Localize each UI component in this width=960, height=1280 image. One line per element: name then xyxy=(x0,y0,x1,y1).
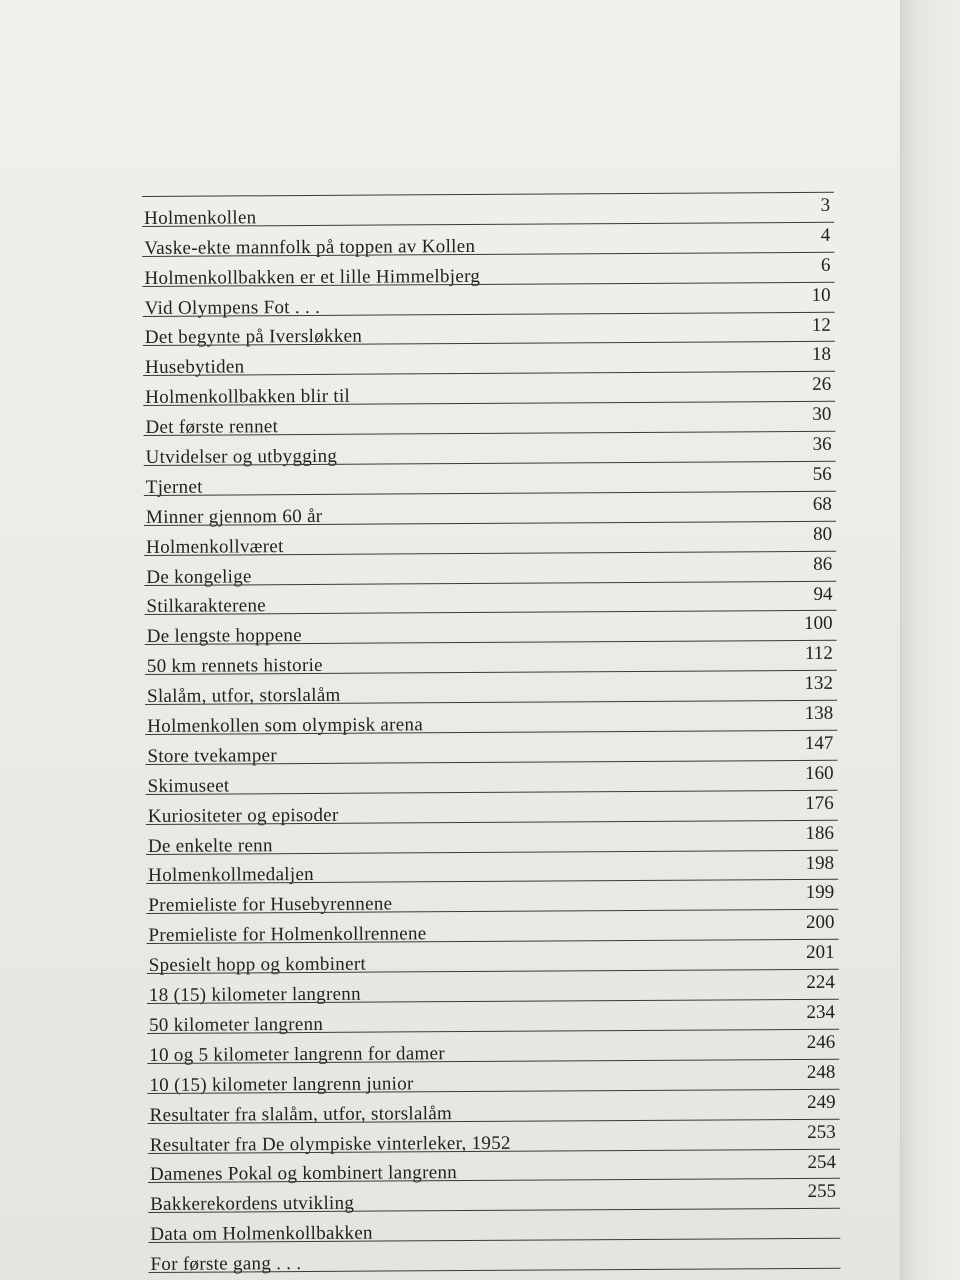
toc-entry xyxy=(145,760,837,797)
toc-entry-page-number: 198 xyxy=(805,852,835,874)
toc-entry-page-number: 30 xyxy=(812,404,832,426)
toc-entry-page-number: 138 xyxy=(804,702,834,725)
toc-entry-title: For første gang . . . xyxy=(150,1253,302,1276)
toc-entry-title: Spesielt hopp og kombinert xyxy=(148,953,367,977)
toc-entry-page-number: 36 xyxy=(812,433,832,456)
toc-entry-title: 10 (15) kilometer langrenn junior xyxy=(149,1073,414,1096)
toc-entry-title: Skimuseet xyxy=(147,775,230,797)
toc-entry-page-number: 10 xyxy=(811,284,831,306)
toc-entry xyxy=(147,1059,839,1096)
toc-entry-page-number: 100 xyxy=(804,613,833,635)
toc-entry xyxy=(144,580,836,618)
toc-entry-page-number: 199 xyxy=(805,882,835,904)
toc-entry-page-number: 94 xyxy=(813,583,833,605)
toc-entry-title: Damenes Pokal og kombinert langrenn xyxy=(149,1162,458,1186)
toc-entry-title: Holmenkollmedaljen xyxy=(148,864,315,887)
toc-entry-title: Minner gjennom 60 år xyxy=(145,505,323,528)
toc-entry-title: Holmenkollen xyxy=(144,207,257,229)
toc-entry-title: Det første rennet xyxy=(145,416,279,439)
toc-entry xyxy=(146,879,838,917)
toc-entry-title: Resultater fra De olympiske vinterleker, 1952 xyxy=(149,1132,511,1156)
toc-entry-title: Vaske-ekte mannfolk på toppen av Kollen xyxy=(144,235,476,259)
toc-entry-title: Premieliste for Holmenkollrennene xyxy=(148,923,427,947)
toc-entry-page-number: 12 xyxy=(811,314,831,336)
toc-entry-page-number: 248 xyxy=(806,1061,836,1083)
toc-entry xyxy=(148,1238,840,1276)
toc-entry xyxy=(148,1208,840,1246)
toc-entry-title: Data om Holmenkollbakken xyxy=(150,1222,373,1246)
toc-entry-title: 50 kilometer langrenn xyxy=(149,1013,324,1036)
toc-entry xyxy=(143,281,835,319)
toc-entry-title: De lengste hoppene xyxy=(146,625,303,648)
toc-entry-title: Premieliste for Husebyrennene xyxy=(148,893,393,917)
toc-entry xyxy=(145,670,837,708)
toc-entry xyxy=(147,1029,839,1066)
toc-entry xyxy=(147,1088,839,1126)
toc-entry xyxy=(143,371,835,409)
toc-entry xyxy=(142,222,834,259)
toc-entry-title: Husebytiden xyxy=(144,356,245,379)
toc-entry xyxy=(143,311,835,349)
toc-entry-title: Vid Olympens Fot . . . xyxy=(144,296,321,319)
toc-entry-page-number: 249 xyxy=(806,1091,836,1113)
toc-entry xyxy=(145,700,837,738)
toc-entry-title: Store tvekamper xyxy=(147,745,278,767)
toc-entry xyxy=(144,491,836,528)
toc-entry-title: 10 og 5 kilometer langrenn for damer xyxy=(149,1042,446,1066)
toc-entry xyxy=(146,909,838,947)
toc-entry xyxy=(148,1118,840,1156)
toc-entry-title: Resultater fra slalåm, utfor, storslalåm xyxy=(149,1102,453,1126)
toc-entry-title: Det begynte på Iversløkken xyxy=(144,326,363,349)
toc-entry-title: Bakkerekordens utvikling xyxy=(150,1193,355,1216)
toc-entry-title: Stilkarakterene xyxy=(146,595,267,618)
toc-entry xyxy=(142,252,834,289)
toc-entry-page-number: 234 xyxy=(806,1001,836,1024)
toc-entry xyxy=(144,461,836,498)
toc-entry-title: Tjernet xyxy=(145,476,203,498)
toc-entry-title: De kongelige xyxy=(146,565,252,588)
toc-entry-page-number: 26 xyxy=(812,374,832,396)
toc-entry-page-number: 160 xyxy=(804,762,834,784)
toc-entry-title: 18 (15) kilometer langrenn xyxy=(148,983,361,1007)
toc-entry-page-number: 246 xyxy=(806,1031,836,1053)
toc-entry-page-number: 147 xyxy=(804,732,834,754)
toc-entry xyxy=(145,730,837,767)
toc-entry-title: Holmenkollen som olympisk arena xyxy=(147,714,424,738)
toc-entry xyxy=(146,819,838,857)
toc-entry xyxy=(142,192,834,229)
toc-entry xyxy=(143,341,835,379)
toc-entry-title: Utvidelser og utbygging xyxy=(145,445,338,468)
table-of-contents xyxy=(142,192,841,1276)
toc-entry-title: De enkelte renn xyxy=(147,834,273,857)
toc-entry-title: Kuriositeter og episoder xyxy=(147,804,339,827)
toc-entry xyxy=(144,550,836,588)
toc-entry xyxy=(148,1178,840,1216)
toc-entry xyxy=(147,999,839,1036)
toc-entry-page-number: 3 xyxy=(820,194,831,216)
toc-entry xyxy=(147,939,839,977)
toc-entry-page-number: 132 xyxy=(804,673,834,695)
toc-entry-page-number: 68 xyxy=(812,493,832,515)
toc-entry xyxy=(146,790,838,827)
toc-entry-page-number: 4 xyxy=(820,224,831,246)
toc-entry-title: Slalåm, utfor, storslalåm xyxy=(146,684,341,708)
book-spine xyxy=(900,0,960,1280)
toc-entry-page-number: 18 xyxy=(811,344,832,366)
toc-entry-page-number: 56 xyxy=(812,463,832,485)
toc-entry xyxy=(146,849,838,887)
toc-entry-page-number: 255 xyxy=(807,1181,837,1203)
toc-entry xyxy=(145,610,837,648)
toc-entry-page-number: 176 xyxy=(805,792,834,814)
toc-entry-page-number: 6 xyxy=(820,254,831,276)
toc-entry xyxy=(145,640,837,678)
toc-entry-page-number: 201 xyxy=(806,942,835,964)
toc-entry xyxy=(144,521,836,558)
toc-entry-page-number: 86 xyxy=(813,553,833,575)
toc-entry xyxy=(148,1148,840,1186)
toc-entry-title: 50 km rennets historie xyxy=(146,655,323,678)
toc-entry-page-number: 112 xyxy=(804,643,833,665)
toc-entry xyxy=(143,401,835,439)
toc-entry-title: Holmenkollbakken er et lille Himmelbjerg xyxy=(144,265,481,289)
toc-entry xyxy=(147,969,839,1007)
toc-entry xyxy=(143,431,835,468)
toc-entry-page-number: 254 xyxy=(807,1151,836,1173)
toc-entry-page-number: 224 xyxy=(806,971,835,994)
toc-entry-title: Holmenkollværet xyxy=(146,535,284,558)
toc-entry-page-number: 200 xyxy=(805,912,835,934)
toc-entry-page-number: 186 xyxy=(805,822,834,844)
toc-entry-page-number: 253 xyxy=(807,1121,836,1143)
toc-entry-title: Holmenkollbakken blir til xyxy=(145,385,351,409)
toc-entry-page-number: 80 xyxy=(813,523,833,545)
